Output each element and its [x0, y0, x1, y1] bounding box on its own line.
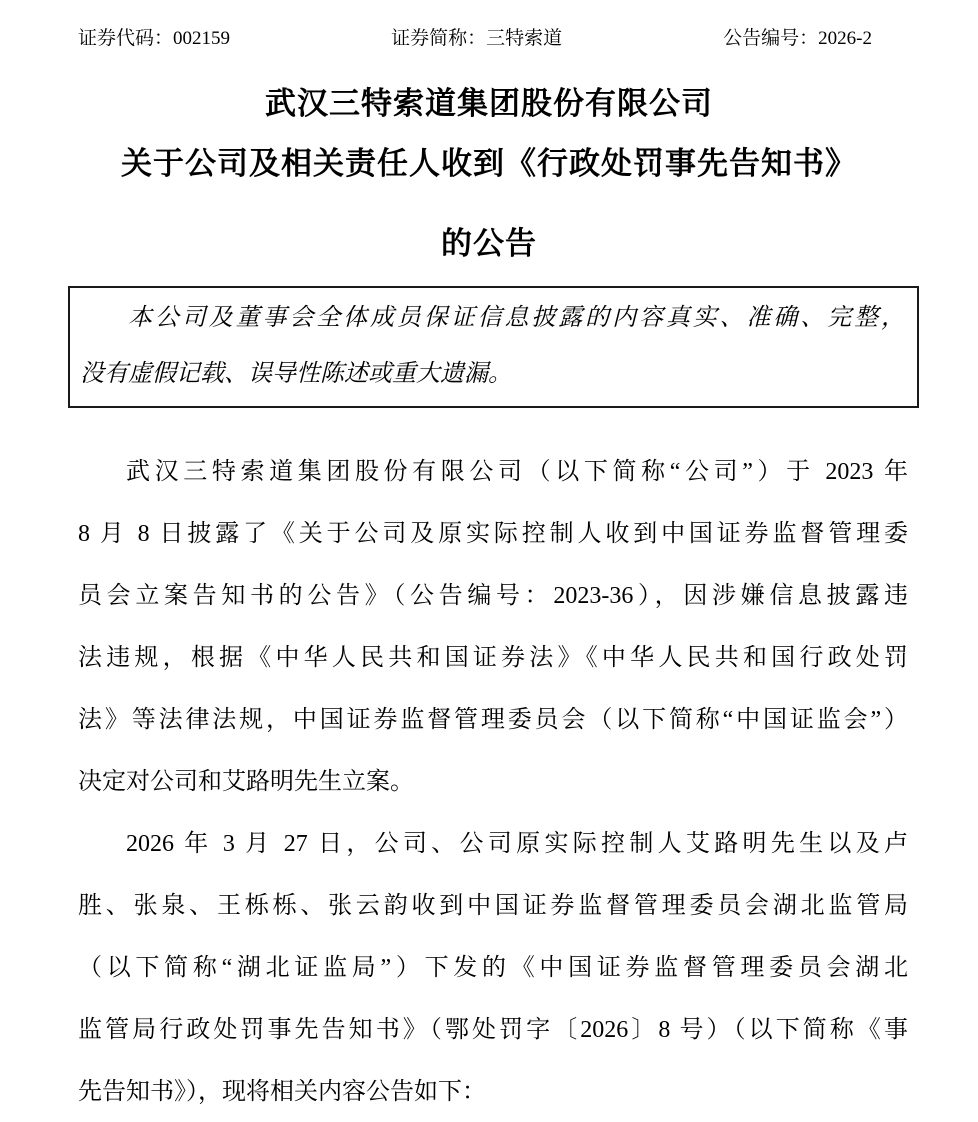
stock-code: 证券代码：002159: [78, 28, 231, 49]
paragraph-line: 武汉三特索道集团股份有限公司（以下简称“公司”）于 2023 年: [126, 459, 908, 485]
announcement-number: 公告编号：2026-2: [723, 28, 872, 49]
disclaimer-box: [68, 286, 919, 408]
title-block: [0, 83, 978, 265]
document-header-row: [0, 0, 978, 52]
paragraph-line: 胜、张泉、王栎栎、张云韵收到中国证券监督管理委员会湖北监管局: [78, 893, 908, 919]
disclaimer-line: 本公司及董事会全体成员保证信息披露的内容真实、准确、完整，: [128, 305, 905, 331]
paragraph-line: 2026 年 3 月 27 日，公司、公司原实际控制人艾路明先生以及卢: [126, 831, 908, 857]
paragraph-line: 8 月 8 日披露了《关于公司及原实际控制人收到中国证券监督管理委: [78, 521, 908, 547]
announcement-title-suffix: 的公告: [441, 226, 537, 261]
body-paragraph: [78, 441, 908, 813]
disclaimer-line: 没有虚假记载、误导性陈述或重大遗漏。: [80, 361, 512, 387]
document-body: [78, 441, 908, 1122]
announcement-title: 关于公司及相关责任人收到《行政处罚事先告知书》: [121, 146, 857, 181]
paragraph-line: 先告知书》），现将相关内容公告如下：: [78, 1079, 486, 1105]
paragraph-line: 员会立案告知书的公告》（公告编号：2023-36），因涉嫌信息披露违: [78, 583, 908, 609]
company-name-title: 武汉三特索道集团股份有限公司: [265, 86, 713, 121]
paragraph-line: 监管局行政处罚事先告知书》（鄂处罚字〔2026〕8 号）（以下简称《事: [78, 1017, 908, 1043]
body-paragraph: [78, 813, 908, 1122]
stock-abbr: 证券简称：三特索道: [391, 28, 563, 49]
paragraph-line: 决定对公司和艾路明先生立案。: [78, 769, 414, 795]
paragraph-line: 法》等法律法规，中国证券监督管理委员会（以下简称“中国证监会”）: [78, 707, 908, 733]
paragraph-line: 法违规，根据《中华人民共和国证券法》《中华人民共和国行政处罚: [78, 645, 908, 671]
paragraph-line: （以下简称“湖北证监局”）下发的《中国证券监督管理委员会湖北: [78, 955, 908, 981]
